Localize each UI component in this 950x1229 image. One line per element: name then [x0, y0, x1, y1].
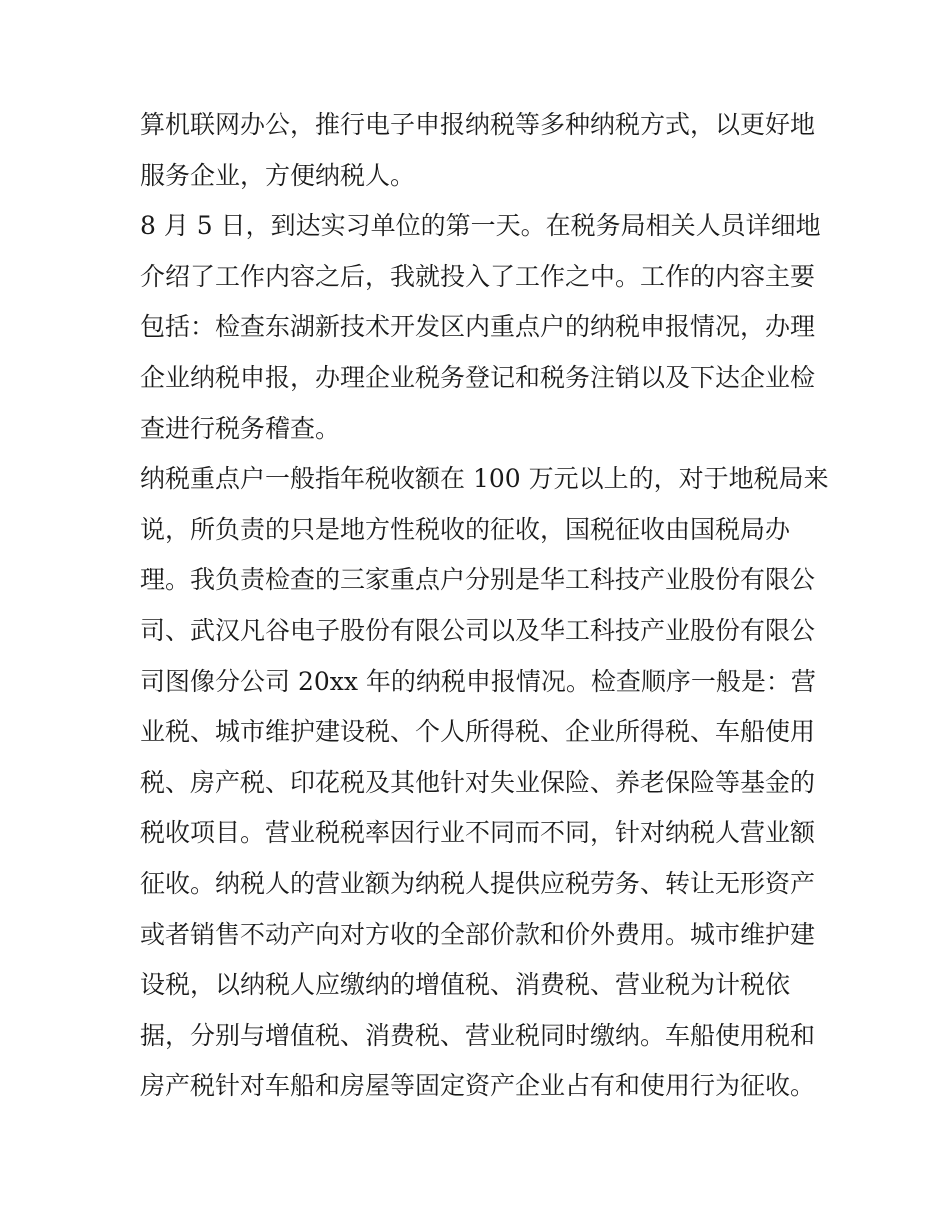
text-line: 纳税重点户一般指年税收额在 100 万元以上的，对于地税局来 — [140, 464, 829, 494]
text-line: 查进行税务稽查。 — [140, 413, 341, 443]
text-line: 业税、城市维护建设税、个人所得税、企业所得税、车船使用 — [140, 717, 816, 747]
text-line: 说，所负责的只是地方性税收的征收，国税征收由国税局办 — [140, 514, 791, 544]
text-line: 税收项目。营业税税率因行业不同而不同，针对纳税人营业额 — [140, 818, 816, 848]
text-line: 设税，以纳税人应缴纳的增值税、消费税、营业税为计税依 — [140, 970, 791, 1000]
text-line: 司图像分公司 20xx 年的纳税申报情况。检查顺序一般是：营 — [140, 666, 816, 696]
text-line: 包括：检查东湖新技术开发区内重点户的纳税申报情况，办理 — [140, 312, 816, 342]
text-line: 理。我负责检查的三家重点户分别是华工科技产业股份有限公 — [140, 565, 816, 595]
text-line: 8 月 5 日，到达实习单位的第一天。在税务局相关人员详细地 — [140, 211, 821, 241]
text-line: 税、房产税、印花税及其他针对失业保险、养老保险等基金的 — [140, 767, 816, 797]
text-line: 征收。纳税人的营业额为纳税人提供应税劳务、转让无形资产 — [140, 868, 816, 898]
text-line: 介绍了工作内容之后，我就投入了工作之中。工作的内容主要 — [140, 261, 816, 291]
text-line: 或者销售不动产向对方收的全部价款和价外费用。城市维护建 — [140, 919, 816, 949]
text-line: 据，分别与增值税、消费税、营业税同时缴纳。车船使用税和 — [140, 1020, 816, 1050]
text-line: 司、武汉凡谷电子股份有限公司以及华工科技产业股份有限公 — [140, 615, 816, 645]
text-line: 算机联网办公，推行电子申报纳税等多种纳税方式，以更好地 — [140, 110, 816, 139]
text-line: 服务企业，方便纳税人。 — [140, 160, 416, 190]
text-line: 企业纳税申报，办理企业税务登记和税务注销以及下达企业检 — [140, 362, 816, 392]
body-text — [140, 100, 829, 1112]
text-line: 房产税针对车船和房屋等固定资产企业占有和使用行为征收。 — [140, 1071, 816, 1101]
